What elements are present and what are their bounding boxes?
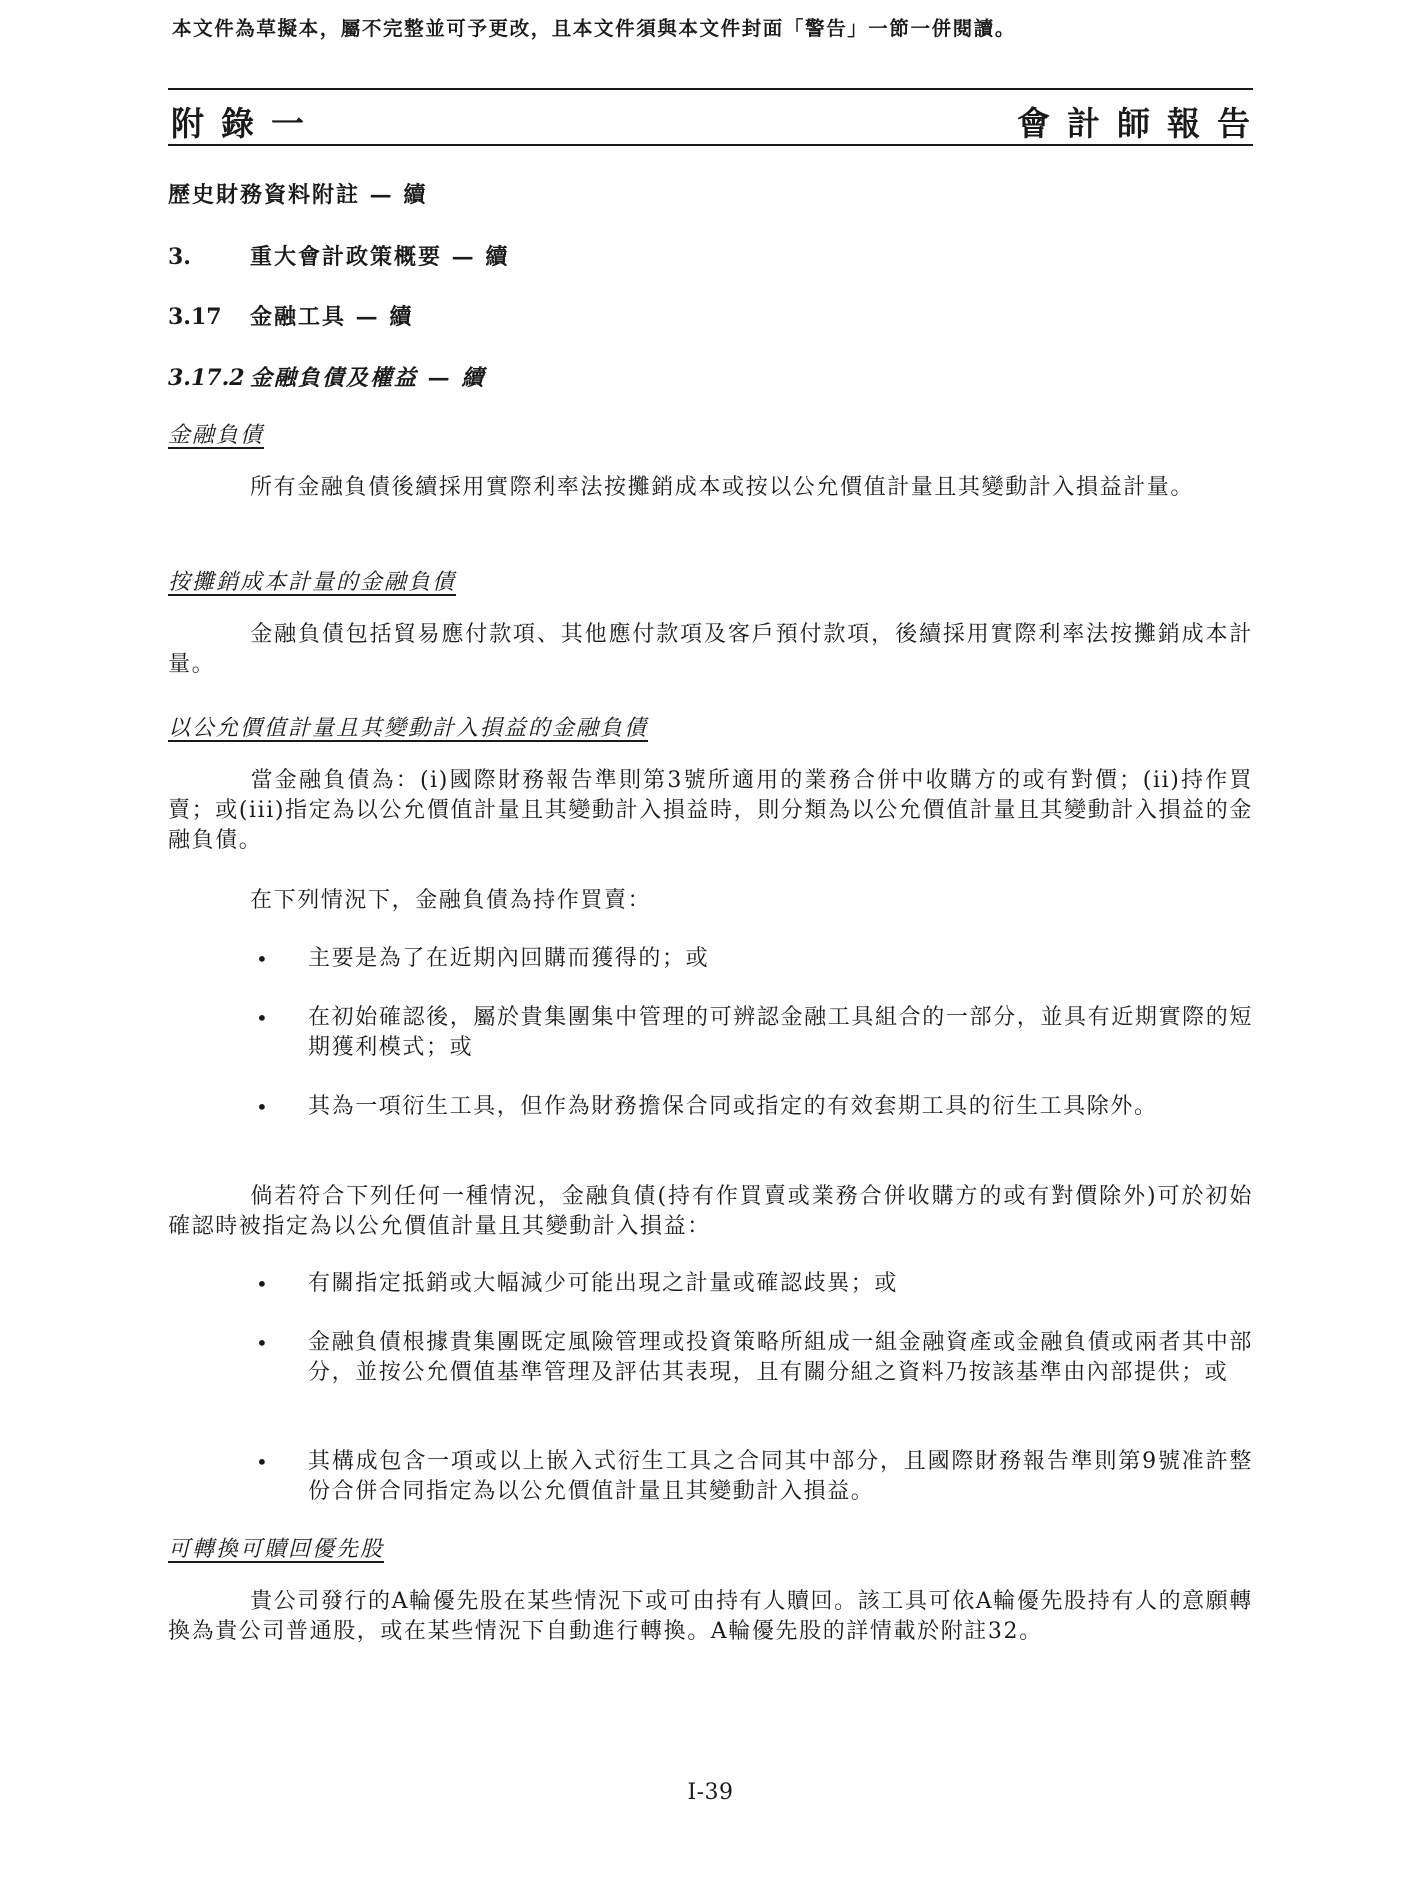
heading-3-17-number: 3.17 xyxy=(168,304,222,330)
bullet-icon: • xyxy=(256,1331,270,1355)
document-page xyxy=(168,0,1267,1881)
heading-3-17-2-text: 金融負債及權益 — 續 xyxy=(250,365,486,391)
heading-3-17-2-number: 3.17.2 xyxy=(168,365,245,391)
list-item-text: 金融負債根據貴集團既定風險管理或投資策略所組成一組金融資產或金融負債或兩者其中部分，並按公允價值基準管理及評估其表現，且有關分組之資料乃按該基準由內部提供；或 xyxy=(308,1330,1253,1385)
paragraph-text: 所有金融負債後續採用實際利率法按攤銷成本或按以公允價值計量且其變動計入損益計量。 xyxy=(250,475,1195,500)
section-heading-notes: 歷史財務資料附註 — 續 xyxy=(168,182,428,208)
list-item xyxy=(256,1003,1253,1063)
paragraph-text: 金融負債包括貿易應付款項、其他應付款項及客戶預付款項，後續採用實際利率法按攤銷成本計量。 xyxy=(168,622,1253,677)
heading-3-17 xyxy=(168,300,413,331)
bullet-icon: • xyxy=(256,1450,270,1474)
paragraph-text: 在下列情況下，金融負債為持作買賣： xyxy=(250,888,652,913)
paragraph-text: 當金融負債為：(i)國際財務報告準則第3號所適用的業務合併中收購方的或有對價；(ii)持作買賣；或(iii)指定為以公允價值計量且其變動計入損益時，則分類為以公允價值計量且其變動計入損益的金融負債。 xyxy=(168,768,1253,853)
list-item-text: 其為一項衍生工具，但作為財務擔保合同或指定的有效套期工具的衍生工具除外。 xyxy=(308,1094,1158,1119)
paragraph-amortised-cost xyxy=(168,620,1253,680)
paragraph-text: 貴公司發行的A輪優先股在某些情況下或可由持有人贖回。該工具可依A輪優先股持有人的意願轉換為貴公司普通股，或在某些情況下自動進行轉換。A輪優先股的詳情載於附註32。 xyxy=(168,1589,1253,1644)
list-item-text: 其構成包含一項或以上嵌入式衍生工具之合同其中部分，且國際財務報告準則第9號准許整份合併合同指定為以公允價值計量且其變動計入損益。 xyxy=(308,1449,1253,1504)
heading-3-number: 3. xyxy=(168,244,191,270)
heading-3-17-2 xyxy=(168,361,485,392)
report-title: 會計師報告 xyxy=(1017,104,1267,143)
page-header xyxy=(168,88,1267,146)
list-item xyxy=(256,1092,1253,1122)
paragraph-designation xyxy=(168,1182,1253,1242)
list-item-text: 在初始確認後，屬於貴集團集中管理的可辨認金融工具組合的一部分，並具有近期實際的短期獲利模式；或 xyxy=(308,1005,1253,1060)
paragraph-text: 倘若符合下列任何一種情況，金融負債(持有作買賣或業務合併收購方的或有對價除外)可於初始確認時被指定為以公允價值計量且其變動計入損益： xyxy=(168,1184,1253,1239)
bullet-icon: • xyxy=(256,1006,270,1030)
heading-3-text: 重大會計政策概要 — 續 xyxy=(250,244,510,270)
list-item-text: 主要是為了在近期內回購而獲得的；或 xyxy=(308,946,710,971)
paragraph-financial-liabilities xyxy=(168,473,1253,503)
subheading-amortised-cost: 按攤銷成本計量的金融負債 xyxy=(168,570,457,595)
paragraph-fvtpl-classification xyxy=(168,766,1253,856)
page-number: I-39 xyxy=(687,1780,734,1805)
heading-3-17-text: 金融工具 — 續 xyxy=(250,304,414,330)
subheading-fvtpl: 以公允價值計量且其變動計入損益的金融負債 xyxy=(168,716,649,741)
subheading-financial-liabilities: 金融負債 xyxy=(168,423,265,448)
paragraph-preferred-shares xyxy=(168,1587,1253,1647)
subheading-preferred-shares: 可轉換可贖回優先股 xyxy=(168,1537,385,1562)
bullet-icon: • xyxy=(256,947,270,971)
bullet-icon: • xyxy=(256,1095,270,1119)
paragraph-held-for-trading xyxy=(168,886,1253,916)
appendix-label: 附錄一 xyxy=(171,104,321,143)
list-item xyxy=(256,1269,1253,1299)
list-item-text: 有關指定抵銷或大幅減少可能出現之計量或確認歧異；或 xyxy=(308,1271,899,1296)
bullet-icon: • xyxy=(256,1272,270,1296)
list-item xyxy=(256,944,1253,974)
list-item xyxy=(256,1328,1253,1388)
draft-notice: 本文件為草擬本，屬不完整並可予更改，且本文件須與本文件封面「警告」一節一併閱讀。 xyxy=(172,17,1017,40)
list-item xyxy=(256,1447,1253,1507)
heading-3 xyxy=(168,240,509,271)
